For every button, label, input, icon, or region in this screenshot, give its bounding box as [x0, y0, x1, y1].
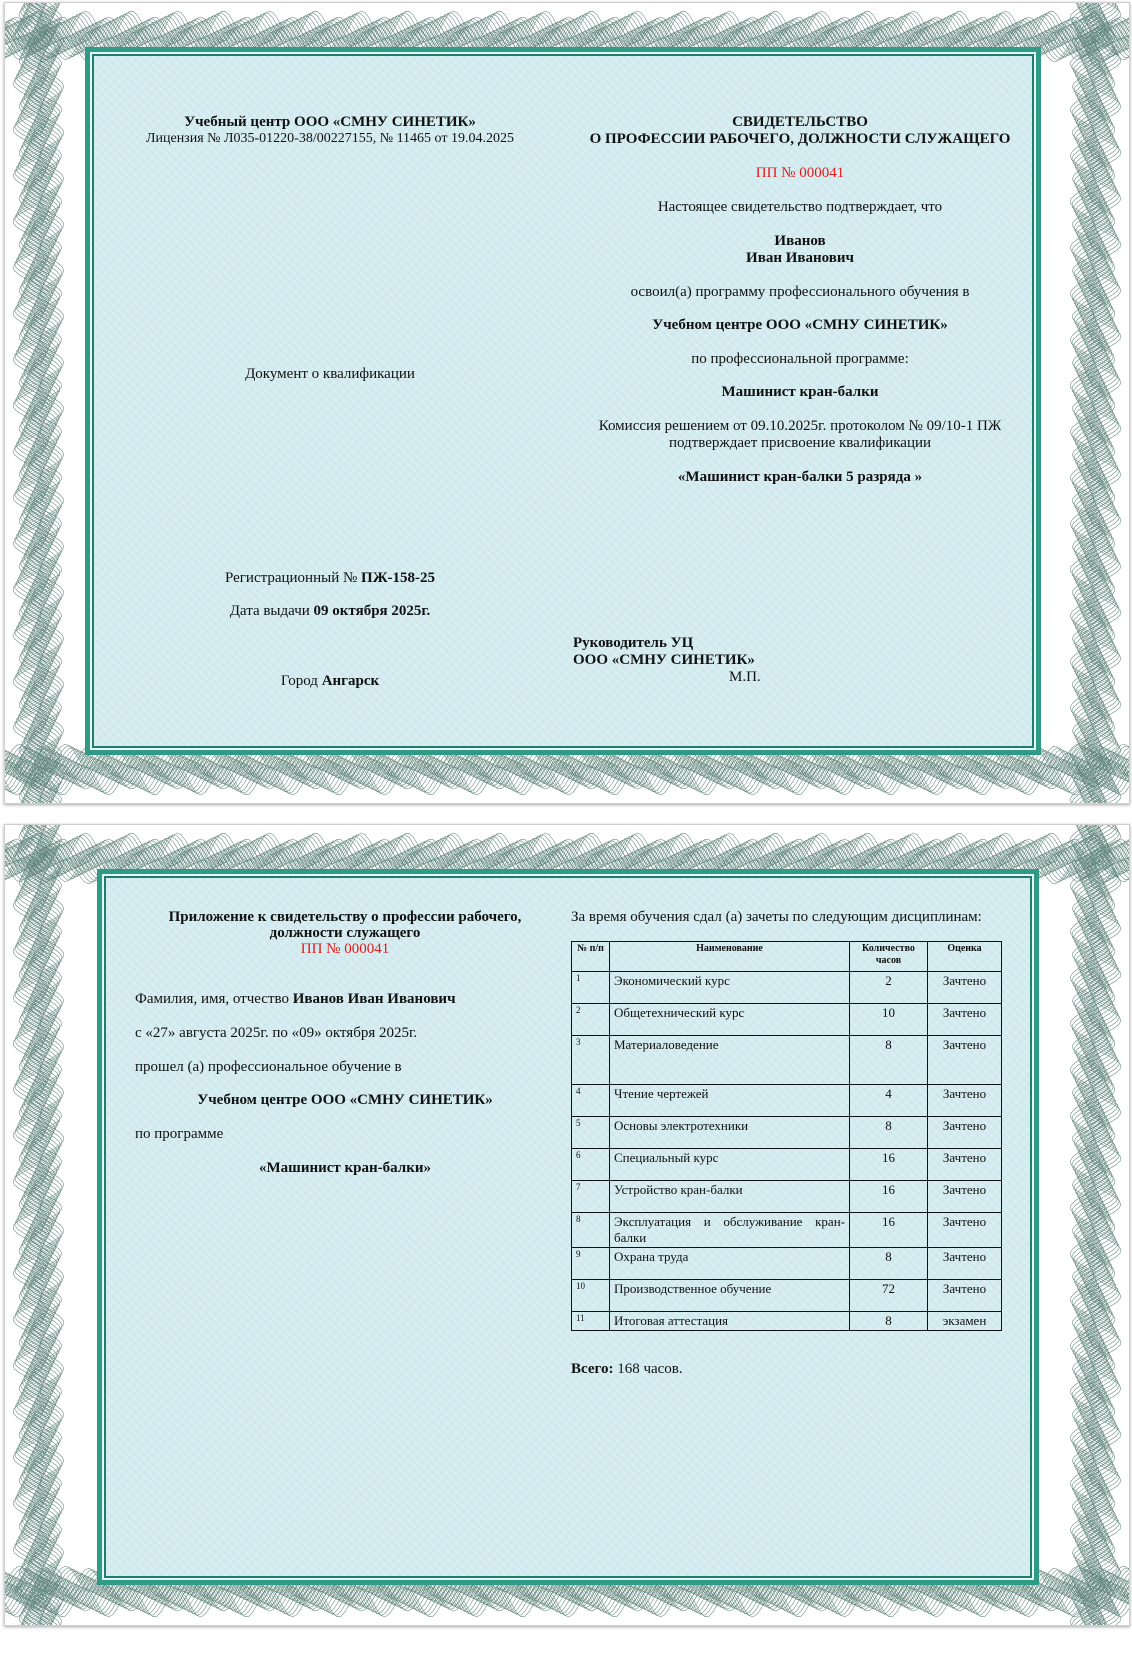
issue-date-label: Дата выдачи [229, 603, 310, 619]
city-line [125, 673, 535, 690]
discipline-name: Чтение чертежей [610, 1085, 850, 1117]
header-number: № п/п [572, 942, 610, 972]
grades-table [571, 941, 1002, 1331]
program-name: Машинист кран-балки [721, 384, 879, 400]
head-organization: ООО «СМНУ СИНЕТИК» [573, 652, 755, 668]
row-number: 10 [572, 1280, 610, 1312]
by-program-label: по программе [135, 1126, 224, 1142]
total-label: Всего: [571, 1361, 614, 1377]
discipline-hours: 8 [850, 1312, 928, 1331]
table-row [572, 1117, 1002, 1149]
appendix-center-name: Учебном центре ООО «СМНУ СИНЕТИК» [197, 1092, 493, 1108]
appendix-serial: ПП № 000041 [300, 941, 390, 957]
training-period: с «27» августа 2025г. по «09» октября 2025г. [135, 1025, 418, 1041]
org-name: Учебный центр ООО «СМНУ СИНЕТИК» [184, 114, 476, 130]
row-number: 7 [572, 1181, 610, 1213]
registration-line [125, 570, 535, 587]
discipline-grade: Зачтено [928, 1181, 1002, 1213]
appendix-title: Приложение к свидетельству о профессии рабочего, [168, 909, 522, 925]
discipline-hours: 4 [850, 1085, 928, 1117]
table-row [572, 1248, 1002, 1280]
discipline-name: Охрана труда [610, 1248, 850, 1280]
holder-surname: Иванов [774, 233, 826, 249]
table-row [572, 1213, 1002, 1248]
discipline-grade: Зачтено [928, 1149, 1002, 1181]
discipline-name: Производственное обучение [610, 1280, 850, 1312]
city-label: Город [280, 673, 318, 689]
discipline-name: Итоговая аттестация [610, 1312, 850, 1331]
appendix-subtitle: должности служащего [269, 925, 421, 941]
table-row [572, 1149, 1002, 1181]
issue-date: 09 октября 2025г. [313, 603, 431, 619]
confirms-text: Настоящее свидетельство подтверждает, что [657, 199, 943, 215]
table-row [572, 1312, 1002, 1331]
discipline-grade: Зачтено [928, 1036, 1002, 1085]
discipline-grade: экзамен [928, 1312, 1002, 1331]
head-title: Руководитель УЦ [573, 635, 694, 651]
by-program-text: по профессиональной программе: [691, 351, 909, 367]
certificate-subtitle: О ПРОФЕССИИ РАБОЧЕГО, ДОЛЖНОСТИ СЛУЖАЩЕГО [589, 131, 1011, 147]
stamp-place: М.П. [729, 669, 761, 685]
header-hours: Количество часов [850, 942, 928, 972]
header-grade: Оценка [928, 942, 1002, 972]
discipline-grade: Зачтено [928, 1004, 1002, 1036]
certificate-title: СВИДЕТЕЛЬСТВО [732, 114, 868, 130]
discipline-name: Специальный курс [610, 1149, 850, 1181]
certificate-sheet [4, 2, 1130, 804]
registration-number: ПЖ-158-25 [361, 570, 436, 586]
discipline-hours: 8 [850, 1036, 928, 1085]
discipline-name: Экономический курс [610, 972, 850, 1004]
row-number: 11 [572, 1312, 610, 1331]
fio-value: Иванов Иван Иванович [292, 991, 456, 1007]
issue-date-line [125, 603, 535, 620]
discipline-hours: 8 [850, 1117, 928, 1149]
holder-given-names: Иван Иванович [746, 250, 854, 266]
discipline-name: Эксплуатация и обслуживание кран-балки [610, 1213, 850, 1248]
fio-line [135, 991, 565, 1008]
discipline-grade: Зачтено [928, 1213, 1002, 1248]
certificate-panel [85, 47, 1041, 755]
table-row [572, 1280, 1002, 1312]
exams-intro: За время обучения сдал (а) зачеты по следующим дисциплинам: [571, 909, 982, 925]
row-number: 3 [572, 1036, 610, 1085]
table-header-row [572, 942, 1002, 972]
row-number: 5 [572, 1117, 610, 1149]
discipline-hours: 16 [850, 1181, 928, 1213]
commission-line-1: Комиссия решением от 09.10.2025г. протоколом № 09/10-1 ПЖ [598, 418, 1002, 434]
discipline-hours: 72 [850, 1280, 928, 1312]
document-kind: Документ о квалификации [245, 366, 415, 382]
city: Ангарск [321, 673, 380, 689]
row-number: 6 [572, 1149, 610, 1181]
fio-label: Фамилия, имя, отчество [135, 991, 289, 1007]
header-name: Наименование [610, 942, 850, 972]
row-number: 4 [572, 1085, 610, 1117]
discipline-name: Устройство кран-балки [610, 1181, 850, 1213]
discipline-hours: 8 [850, 1248, 928, 1280]
discipline-name: Общетехнический курс [610, 1004, 850, 1036]
commission-line-2: подтверждает присвоение квалификации [668, 435, 932, 451]
serial-number: ПП № 000041 [755, 165, 845, 181]
training-center-name: Учебном центре ООО «СМНУ СИНЕТИК» [652, 317, 948, 333]
discipline-hours: 2 [850, 972, 928, 1004]
table-row [572, 1181, 1002, 1213]
discipline-hours: 16 [850, 1213, 928, 1248]
appendix-program-name: «Машинист кран-балки» [259, 1160, 431, 1176]
trained-text: прошел (а) профессиональное обучение в [135, 1059, 402, 1075]
discipline-name: Основы электротехники [610, 1117, 850, 1149]
total-value: 168 часов. [617, 1361, 683, 1377]
mastered-text: освоил(а) программу профессионального обучения в [630, 284, 970, 300]
row-number: 9 [572, 1248, 610, 1280]
discipline-grade: Зачтено [928, 1085, 1002, 1117]
appendix-sheet [4, 824, 1130, 1626]
table-row [572, 1036, 1002, 1085]
discipline-grade: Зачтено [928, 972, 1002, 1004]
table-row [572, 972, 1002, 1004]
discipline-grade: Зачтено [928, 1117, 1002, 1149]
discipline-hours: 10 [850, 1004, 928, 1036]
total-line [571, 1361, 971, 1378]
table-row [572, 1004, 1002, 1036]
row-number: 2 [572, 1004, 610, 1036]
row-number: 1 [572, 972, 610, 1004]
license-line: Лицензия № Л035-01220-38/00227155, № 11465 от 19.04.2025 [146, 131, 514, 146]
discipline-name: Материаловедение [610, 1036, 850, 1085]
discipline-grade: Зачтено [928, 1280, 1002, 1312]
qualification-name: «Машинист кран-балки 5 разряда » [677, 469, 923, 485]
discipline-grade: Зачтено [928, 1248, 1002, 1280]
registration-label: Регистрационный № [224, 570, 358, 586]
discipline-hours: 16 [850, 1149, 928, 1181]
row-number: 8 [572, 1213, 610, 1248]
table-row [572, 1085, 1002, 1117]
